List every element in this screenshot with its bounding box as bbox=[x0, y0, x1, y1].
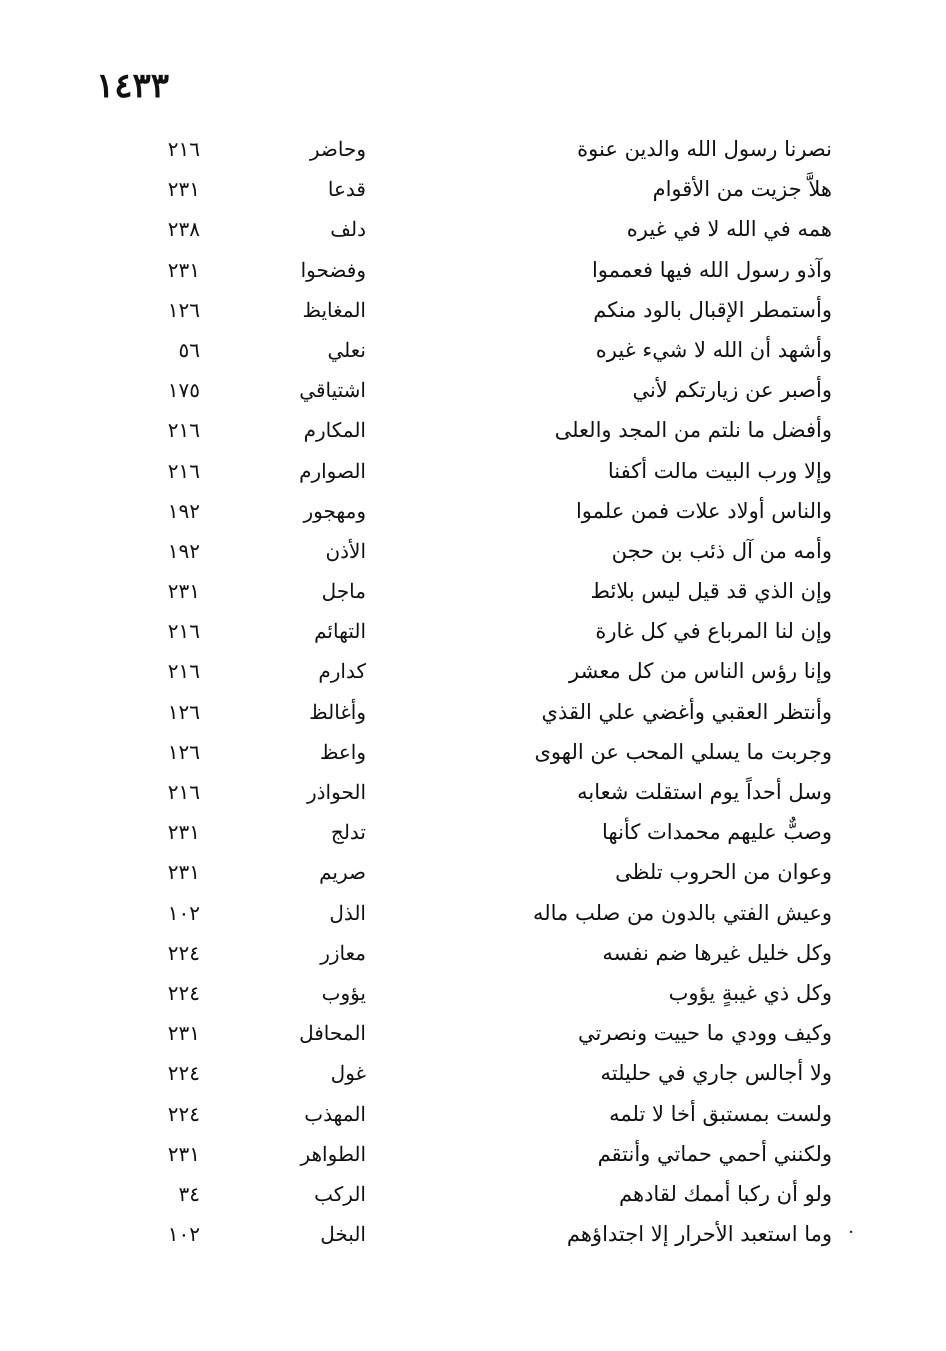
page-reference: ٢٣١ bbox=[167, 1141, 200, 1166]
verse-text: وعوان من الحروب تلظى bbox=[615, 860, 832, 885]
rhyme-word: قدعا bbox=[327, 177, 366, 202]
rhyme-word: الحواذر bbox=[306, 780, 366, 804]
page-reference: ٢١٦ bbox=[167, 659, 200, 684]
verse-text: وآذو رسول الله فيها فعمموا bbox=[591, 257, 832, 282]
page-reference: ١٩٢ bbox=[167, 498, 200, 523]
table-row bbox=[0, 657, 946, 697]
rhyme-word: صريم bbox=[319, 860, 366, 885]
verse-text: وكل خليل غيرها ضم نفسه bbox=[602, 940, 832, 965]
page-reference: ٢٣١ bbox=[167, 820, 200, 845]
verse-text: وإن لنا المرباع في كل غارة bbox=[595, 619, 832, 644]
table-row bbox=[0, 738, 946, 778]
table-row bbox=[0, 175, 946, 215]
rhyme-word: وفضحوا bbox=[300, 257, 366, 282]
table-row bbox=[0, 1180, 946, 1220]
table-row bbox=[0, 416, 946, 456]
rhyme-word: الطواهر bbox=[300, 1141, 366, 1166]
page-reference: ١٧٥ bbox=[167, 378, 200, 403]
verse-text: وسل أحداً يوم استقلت شعابه bbox=[577, 780, 832, 804]
table-row bbox=[0, 256, 946, 296]
table-row bbox=[0, 858, 946, 898]
table-row bbox=[0, 979, 946, 1019]
rhyme-word: وحاضر bbox=[309, 137, 366, 161]
verse-text: وكل ذي غيبةٍ يؤوب bbox=[668, 980, 832, 1005]
table-row bbox=[0, 617, 946, 657]
table-row bbox=[0, 1220, 946, 1260]
page-reference: ١٠٢ bbox=[167, 1222, 200, 1247]
table-row bbox=[0, 577, 946, 617]
rhyme-word: الذل bbox=[329, 900, 366, 925]
page-reference: ٢٢٤ bbox=[167, 940, 200, 965]
page-number: ١٤٣٣ bbox=[96, 66, 170, 106]
verse-text: ولو أن ركبا أممك لقادهم bbox=[619, 1181, 832, 1206]
rhyme-word: واعظ bbox=[319, 739, 366, 764]
table-row bbox=[0, 818, 946, 858]
table-row bbox=[0, 457, 946, 497]
page-reference: ٢٣١ bbox=[167, 860, 200, 885]
rhyme-word: المهذب bbox=[304, 1101, 366, 1126]
table-row bbox=[0, 1140, 946, 1180]
rhyme-word: غول bbox=[330, 1061, 366, 1086]
verse-text: ولا أجالس جاري في حليلته bbox=[600, 1061, 832, 1086]
table-row bbox=[0, 939, 946, 979]
page-reference: ٢٢٤ bbox=[167, 980, 200, 1005]
verse-text: وجربت ما يسلي المحب عن الهوى bbox=[534, 739, 832, 764]
verse-text: وأفضل ما نلتم من المجد والعلى bbox=[554, 418, 832, 443]
verse-text: وأنتظر العقبي وأغضي علي القذي bbox=[541, 699, 832, 724]
verse-text: وإن الذي قد قيل ليس بلائط bbox=[590, 579, 832, 604]
page-reference: ١٢٦ bbox=[167, 699, 200, 724]
rhyme-word: الأذن bbox=[325, 538, 366, 563]
rhyme-word: كدارم bbox=[318, 659, 366, 684]
rhyme-word: تدلج bbox=[330, 820, 366, 845]
verse-text: وأستمطر الإقبال بالود منكم bbox=[593, 297, 832, 322]
table-row bbox=[0, 537, 946, 577]
rhyme-word: وأغالظ bbox=[309, 699, 366, 724]
verse-text: وأشهد أن الله لا شيء غيره bbox=[595, 337, 832, 362]
page-reference: ٢٢٤ bbox=[167, 1101, 200, 1126]
page-reference: ١٢٦ bbox=[167, 739, 200, 764]
page-reference: ١٠٢ bbox=[167, 900, 200, 925]
page-reference: ٢٢٤ bbox=[167, 1061, 200, 1086]
verse-text: وأمه من آل ذئب بن حجن bbox=[611, 538, 832, 563]
page-reference: ٢٣١ bbox=[167, 579, 200, 604]
verse-text: هلاَّ جزيت من الأقوام bbox=[652, 177, 832, 202]
verse-text: وكيف وودي ما حييت ونصرتي bbox=[577, 1021, 832, 1046]
table-row bbox=[0, 1059, 946, 1099]
page-reference: ٥٦ bbox=[178, 337, 200, 362]
verse-text: وعيش الفتي بالدون من صلب ماله bbox=[532, 900, 832, 925]
rhyme-word: نعلي bbox=[327, 337, 366, 362]
page-reference: ٢١٦ bbox=[167, 418, 200, 443]
table-row bbox=[0, 497, 946, 537]
verse-text: ولست بمستبق أخا لا تلمه bbox=[609, 1101, 832, 1126]
bullet-mark: · bbox=[848, 1222, 854, 1244]
verse-text: وما استعبد الأحرار إلا اجتداؤهم bbox=[566, 1222, 832, 1247]
verse-text: وإلا ورب البيت مالت أكفنا bbox=[607, 458, 832, 483]
table-row bbox=[0, 135, 946, 175]
rhyme-word: اشتياقي bbox=[299, 378, 366, 403]
table-row bbox=[0, 296, 946, 336]
page-reference: ١٢٦ bbox=[167, 297, 200, 322]
rhyme-word: ومهجور bbox=[303, 498, 366, 523]
verse-text: وصبٌّ عليهم محمدات كأنها bbox=[602, 820, 832, 845]
rhyme-word: المحافل bbox=[299, 1021, 366, 1046]
rhyme-word: البخل bbox=[320, 1222, 366, 1247]
page-reference: ١٩٢ bbox=[167, 538, 200, 563]
page-reference: ٢١٦ bbox=[167, 780, 200, 804]
table-row bbox=[0, 778, 946, 818]
verse-text: ولكنني أحمي حماتي وأنتقم bbox=[597, 1141, 832, 1166]
rhyme-word: التهائم bbox=[314, 619, 366, 644]
rhyme-word: يؤوب bbox=[321, 980, 366, 1005]
page-reference: ٢٣٨ bbox=[167, 217, 200, 242]
table-row bbox=[0, 1019, 946, 1059]
rhyme-word: المغايظ bbox=[302, 297, 366, 322]
verse-text: نصرنا رسول الله والدين عنوة bbox=[577, 137, 832, 161]
page-reference: ٢٣١ bbox=[167, 177, 200, 202]
table-row bbox=[0, 215, 946, 255]
table-row bbox=[0, 899, 946, 939]
page-reference: ٢١٦ bbox=[167, 458, 200, 483]
page-reference: ٢٣١ bbox=[167, 1021, 200, 1046]
rhyme-word: معازر bbox=[320, 940, 366, 965]
verse-text: همه في الله لا في غيره bbox=[626, 217, 832, 242]
rhyme-word: المكارم bbox=[303, 418, 366, 443]
verse-text: والناس أولاد علات فمن علموا bbox=[575, 498, 832, 523]
verse-text: وإنا رؤس الناس من كل معشر bbox=[569, 659, 832, 684]
page-reference: ٢١٦ bbox=[167, 619, 200, 644]
page-reference: ٢٣١ bbox=[167, 257, 200, 282]
rhyme-word: الركب bbox=[314, 1181, 366, 1206]
verse-text: وأصبر عن زيارتكم لأني bbox=[632, 378, 832, 403]
rhyme-word: ماجل bbox=[321, 579, 366, 604]
page-reference: ٢١٦ bbox=[167, 137, 200, 161]
table-row bbox=[0, 698, 946, 738]
table-row bbox=[0, 1100, 946, 1140]
verse-index-table bbox=[0, 135, 946, 1260]
table-row bbox=[0, 376, 946, 416]
page-reference: ٣٤ bbox=[178, 1181, 200, 1206]
rhyme-word: الصوارم bbox=[299, 458, 366, 483]
table-row bbox=[0, 336, 946, 376]
rhyme-word: دلف bbox=[330, 217, 366, 242]
